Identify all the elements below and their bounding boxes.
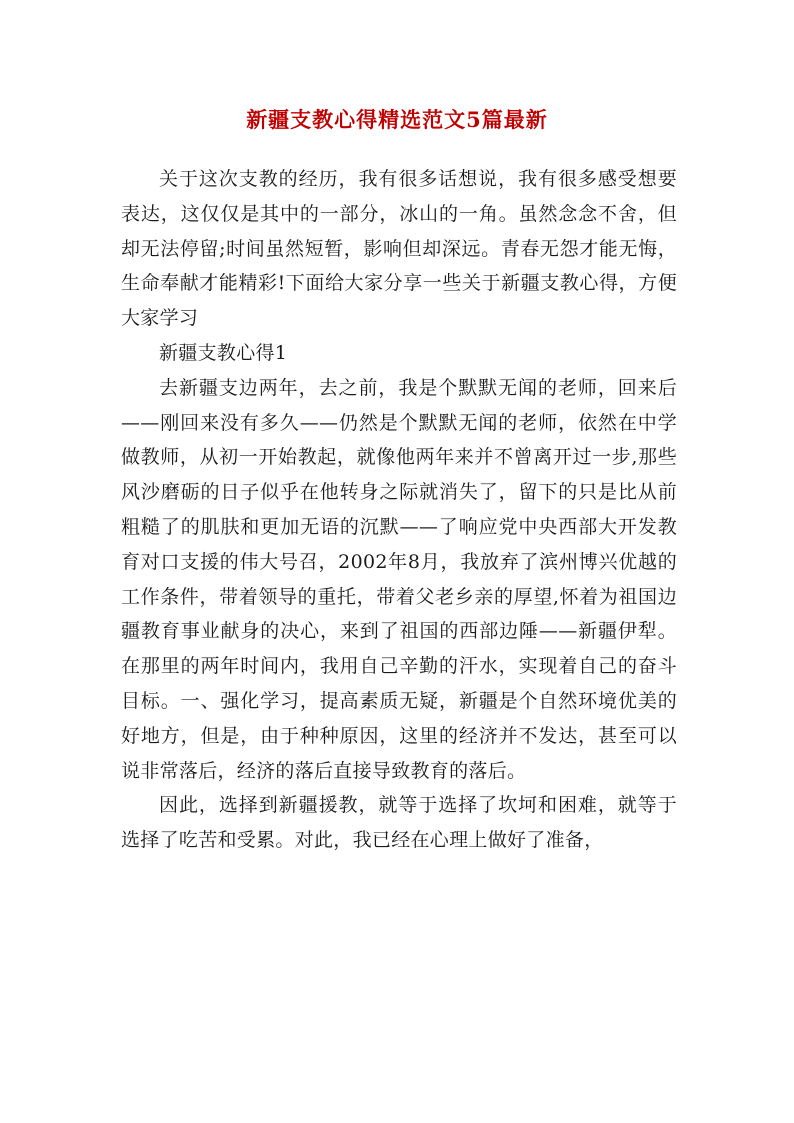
intro-paragraph: 关于这次支教的经历，我有很多话想说，我有很多感受想要表达，这仅仅是其中的一部分，冰山的一角。虽然念念不舍，但却无法停留;时间虽然短暂，影响但却深远。青春无怨才能无悔，生命奉献才能精彩!下面给大家分享一些关于新疆支教心得，方便大家学习 bbox=[121, 168, 677, 330]
body-paragraph: 因此，选择到新疆援教，就等于选择了坎坷和困难，就等于选择了吃苦和受累。对此，我已经在心理上做好了准备， bbox=[121, 794, 677, 852]
body-paragraph: 去新疆支边两年，去之前，我是个默默无闻的老师，回来后——刚回来没有多久——仍然是个默默无闻的老师，依然在中学做教师，从初一开始教起，就像他两年来并不曾离开过一步,那些风沙磨砺的日子似乎在他转身之际就消失了，留下的只是比从前粗糙了的肌肤和更加无语的沉默——了响应党中央西部大开发教育对口支援的伟大号召，2002年8月，我放弃了滨州博兴优越的工作条件，带着领导的重托，带着父老乡亲的厚望,怀着为祖国边疆教育事业献身的决心，来到了祖国的西部边陲——新疆伊犁。在那里的两年时间内，我用自己辛勤的汗水，实现着自己的奋斗目标。一、强化学习，提高素质无疑，新疆是个自然环境优美的好地方，但是，由于种种原因，这里的经济并不发达，甚至可以说非常落后，经济的落后直接导致教育的落后。 bbox=[121, 376, 677, 782]
document-body bbox=[121, 162, 677, 858]
page-title: 新疆支教心得精选范文5篇最新 bbox=[246, 107, 548, 132]
section-heading: 新疆支教心得1 bbox=[159, 341, 288, 364]
